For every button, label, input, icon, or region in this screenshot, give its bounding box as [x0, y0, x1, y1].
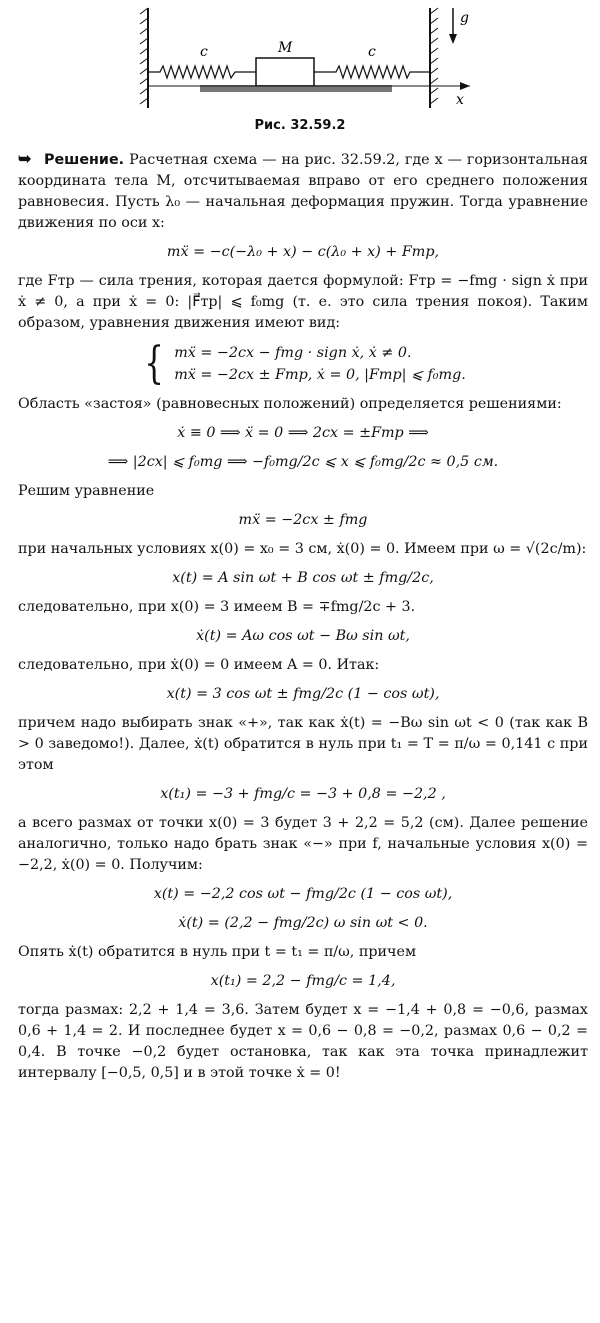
arrow-icon: ➥	[18, 149, 32, 168]
paragraph-7: следовательно, при ẋ(0) = 0 имеем A = 0. Итак:	[18, 657, 380, 673]
label-c-left: c	[200, 44, 208, 60]
paragraph-4: Решим уравнение	[18, 483, 155, 499]
left-spring	[148, 66, 256, 78]
paragraph-1-text: Расчетная схема — на рис. 32.59.2, где x — горизонтальная координата тела M, отсчитываемая вправо от его среднего положения равновесия. Пусть λ₀ — начальная деформация пружин. Тогда уравнение движения по оси x:	[18, 152, 589, 231]
floor-hatch	[200, 86, 392, 92]
system-line-2: mẍ = −2cx ± Fтр, ẋ = 0, |Fтр| ⩽ f₀mg.	[174, 367, 466, 383]
label-g: g	[460, 10, 469, 26]
paragraph-3: Область «застоя» (равновесных положений) определяется решениями:	[18, 396, 562, 412]
solution-heading: Решение.	[44, 152, 125, 168]
solution-text	[18, 148, 588, 1084]
brace-icon: {	[144, 338, 165, 389]
label-mass: M	[278, 40, 293, 56]
right-wall-hatch	[430, 8, 438, 104]
left-wall-hatch	[140, 8, 148, 104]
equation-9: x(t) = −2,2 cos ωt − fmg/2c (1 − cos ωt),	[153, 886, 453, 902]
label-c-right: c	[368, 44, 376, 60]
paragraph-1	[18, 148, 588, 234]
right-spring	[314, 66, 430, 78]
equation-3: ⟹ |2cx| ⩽ f₀mg ⟹ −f₀mg/2c ⩽ x ⩽ f₀mg/2c ≈ 0,5 см.	[107, 454, 499, 470]
x-axis-arrow-icon	[460, 82, 470, 90]
gravity-arrow-head-icon	[449, 34, 457, 44]
equation-11: x(t₁) = 2,2 − fmg/c = 1,4,	[210, 973, 396, 989]
paragraph-8: причем надо выбирать знак «+», так как ẋ(t) = −Bω sin ωt < 0 (так как B > 0 заведомо!). Далее, ẋ(t) обратится в нуль при t₁ = T = π/ω = 0,141 с при этом	[18, 715, 588, 773]
equation-system	[18, 338, 588, 389]
paragraph-2: где Fтр — сила трения, которая дается формулой: Fтр = −fmg · sign ẋ при ẋ ≠ 0, а при ẋ = 0: |F⃗тр| ⩽ f₀mg (т. е. это сила трения покоя). Таким образом, уравнения движения имеют вид:	[18, 273, 588, 331]
paragraph-9: а всего размах от точки x(0) = 3 будет 3 + 2,2 = 5,2 (см). Далее решение аналогично, только надо брать знак «−» при f, начальные условия x(0) = −2,2, ẋ(0) = 0. Получим:	[18, 815, 588, 873]
figure-caption: Рис. 32.59.2	[254, 118, 346, 133]
paragraph-10: Опять ẋ(t) обратится в нуль при t = t₁ = π/ω, причем	[18, 944, 417, 960]
equation-2: ẋ ≡ 0 ⟹ ẍ = 0 ⟹ 2cx = ±Fтр ⟹	[177, 425, 429, 441]
equation-6: ẋ(t) = Aω cos ωt − Bω sin ωt,	[196, 628, 410, 644]
equation-4: mẍ = −2cx ± fmg	[238, 512, 368, 528]
paragraph-11: тогда размах: 2,2 + 1,4 = 3,6. Затем будет x = −1,4 + 0,8 = −0,6, размах 0,6 + 1,4 = 2. И последнее будет x = 0,6 − 0,8 = −0,2, размах 0,6 − 0,2 = 0,4. В точке −0,2 будет остановка, так как эта точка принадлежит интервалу [−0,5, 0,5] и в этой точке ẋ = 0!	[18, 1002, 588, 1081]
mass-block	[256, 58, 314, 86]
equation-1: mẍ = −c(−λ₀ + x) − c(λ₀ + x) + Fтр,	[166, 244, 440, 260]
paragraph-6: следовательно, при x(0) = 3 имеем B = ∓fmg/2c + 3.	[18, 599, 416, 615]
equation-7: x(t) = 3 cos ωt ± fmg/2c (1 − cos ωt),	[166, 686, 440, 702]
equation-5: x(t) = A sin ωt + B cos ωt ± fmg/2c,	[172, 570, 434, 586]
paragraph-5: при начальных условиях x(0) = x₀ = 3 см, ẋ(0) = 0. Имеем при ω = √(2c/m):	[18, 541, 587, 557]
system-line-1: mẍ = −2cx − fmg · sign ẋ, ẋ ≠ 0.	[174, 345, 412, 361]
equation-10: ẋ(t) = (2,2 − fmg/2c) ω sin ωt < 0.	[178, 915, 428, 931]
label-x: x	[456, 92, 464, 108]
equation-8: x(t₁) = −3 + fmg/c = −3 + 0,8 = −2,2 ,	[160, 786, 446, 802]
